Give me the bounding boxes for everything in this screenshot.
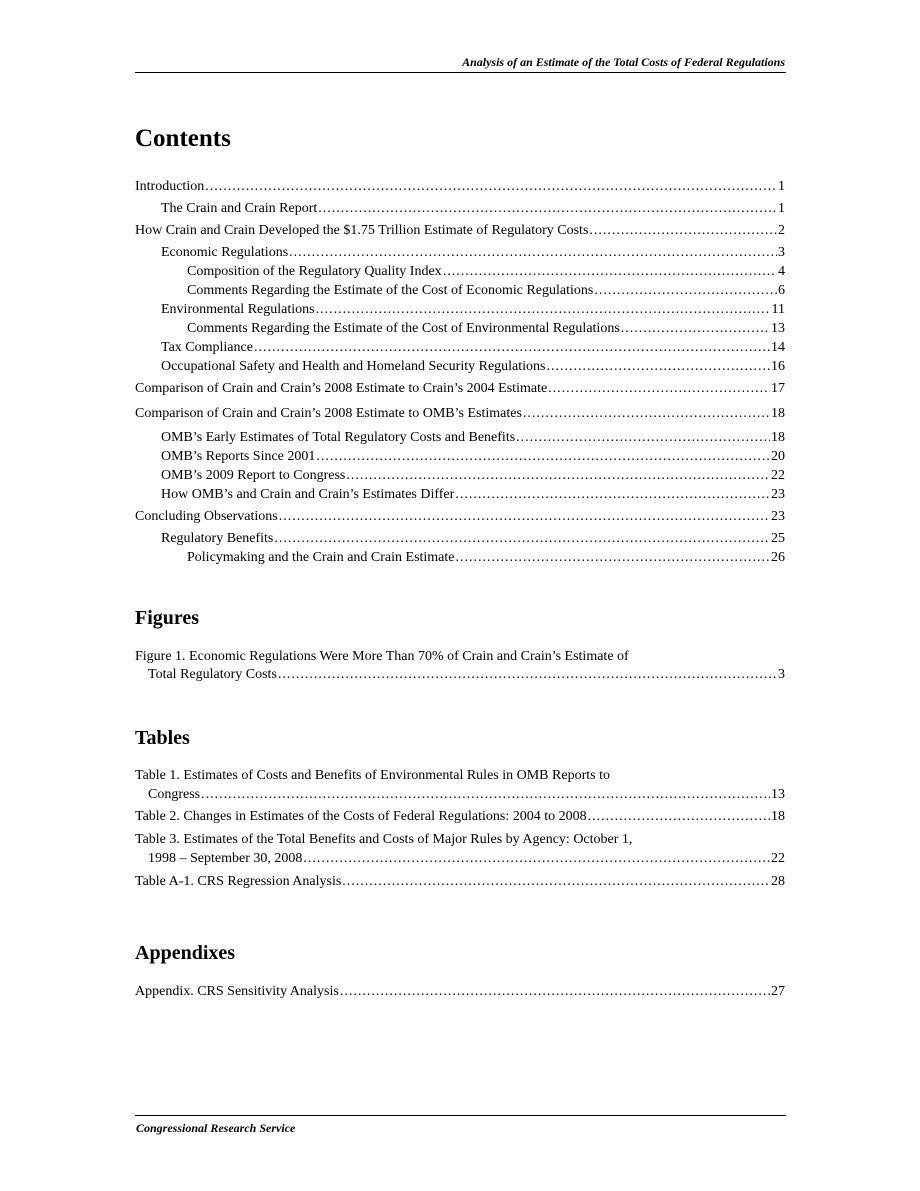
toc-entry-osha-homeland[interactable]: Occupational Safety and Health and Homeland Security Regulations ..... 16 [135, 358, 785, 375]
toc-entry-how-developed[interactable]: How Crain and Crain Developed the $1.75 Trillion Estimate of Regulatory Costs ..... 2 [135, 222, 785, 239]
footer-rule [135, 1115, 786, 1116]
running-footer: Congressional Research Service [136, 1121, 296, 1135]
toc-entry-economic-comments[interactable]: Comments Regarding the Estimate of the Cost of Economic Regulations ..... 6 [135, 282, 785, 299]
toc-entry-comparison-2004[interactable]: Comparison of Crain and Crain’s 2008 Estimate to Crain’s 2004 Estimate ..... 17 [135, 380, 785, 397]
toc-entry-introduction[interactable]: Introduction ..... 1 [135, 178, 785, 195]
toc-entry-appendix[interactable]: Appendix. CRS Sensitivity Analysis ..... 27 [135, 983, 785, 1000]
toc-entry-rqi-composition[interactable]: Composition of the Regulatory Quality Index ..... 4 [135, 263, 785, 280]
figures-list [135, 648, 785, 683]
toc-entry-table-3[interactable]: Table 3. Estimates of the Total Benefits and Costs of Major Rules by Agency: October 1, 1998 – September 30, 2008 ..... 22 [135, 831, 785, 867]
tables-heading: Tables [135, 727, 190, 749]
toc-entry-regulatory-benefits[interactable]: Regulatory Benefits ..... 25 [135, 530, 785, 547]
figures-heading: Figures [135, 607, 200, 629]
toc-entry-economic-regulations[interactable]: Economic Regulations ..... 3 [135, 244, 785, 261]
running-header: Analysis of an Estimate of the Total Costs of Federal Regulations [462, 55, 785, 69]
toc-entry-table-1[interactable]: Table 1. Estimates of Costs and Benefits of Environmental Rules in OMB Reports to Congress ..... 13 [135, 767, 785, 803]
toc-entry-figure-1[interactable]: Figure 1. Economic Regulations Were More Than 70% of Crain and Crain’s Estimate of Total Regulatory Costs ..... 3 [135, 648, 785, 683]
toc-entry-omb-early[interactable]: OMB’s Early Estimates of Total Regulatory Costs and Benefits ..... 18 [135, 429, 785, 446]
toc-entry-crain-report[interactable]: The Crain and Crain Report ..... 1 [135, 200, 785, 217]
appendixes-heading: Appendixes [135, 942, 236, 964]
toc-entry-concluding[interactable]: Concluding Observations ..... 23 [135, 508, 785, 525]
toc-entry-omb-since-2001[interactable]: OMB’s Reports Since 2001 ..... 20 [135, 448, 785, 465]
toc-entry-environmental-regulations[interactable]: Environmental Regulations ..... 11 [135, 301, 785, 318]
toc-entry-policymaking[interactable]: Policymaking and the Crain and Crain Estimate ..... 26 [135, 549, 785, 566]
toc-entry-environmental-comments[interactable]: Comments Regarding the Estimate of the Cost of Environmental Regulations ..... 13 [135, 320, 785, 337]
tables-list [135, 767, 785, 890]
toc-entry-table-a1[interactable]: Table A-1. CRS Regression Analysis ..... 28 [135, 873, 785, 890]
toc-entry-comparison-omb[interactable]: Comparison of Crain and Crain’s 2008 Estimate to OMB’s Estimates ..... 18 [135, 405, 785, 422]
toc-entry-table-2[interactable]: Table 2. Changes in Estimates of the Costs of Federal Regulations: 2004 to 2008 ..... 18 [135, 808, 785, 825]
toc-entry-omb-2009[interactable]: OMB’s 2009 Report to Congress ..... 22 [135, 467, 785, 484]
toc-entry-estimates-differ[interactable]: How OMB’s and Crain and Crain’s Estimates Differ ..... 23 [135, 486, 785, 503]
contents-heading: Contents [135, 125, 231, 152]
toc-entry-tax-compliance[interactable]: Tax Compliance ..... 14 [135, 339, 785, 356]
contents-list [135, 178, 785, 566]
header-rule [135, 72, 786, 73]
appendixes-list [135, 983, 785, 1000]
